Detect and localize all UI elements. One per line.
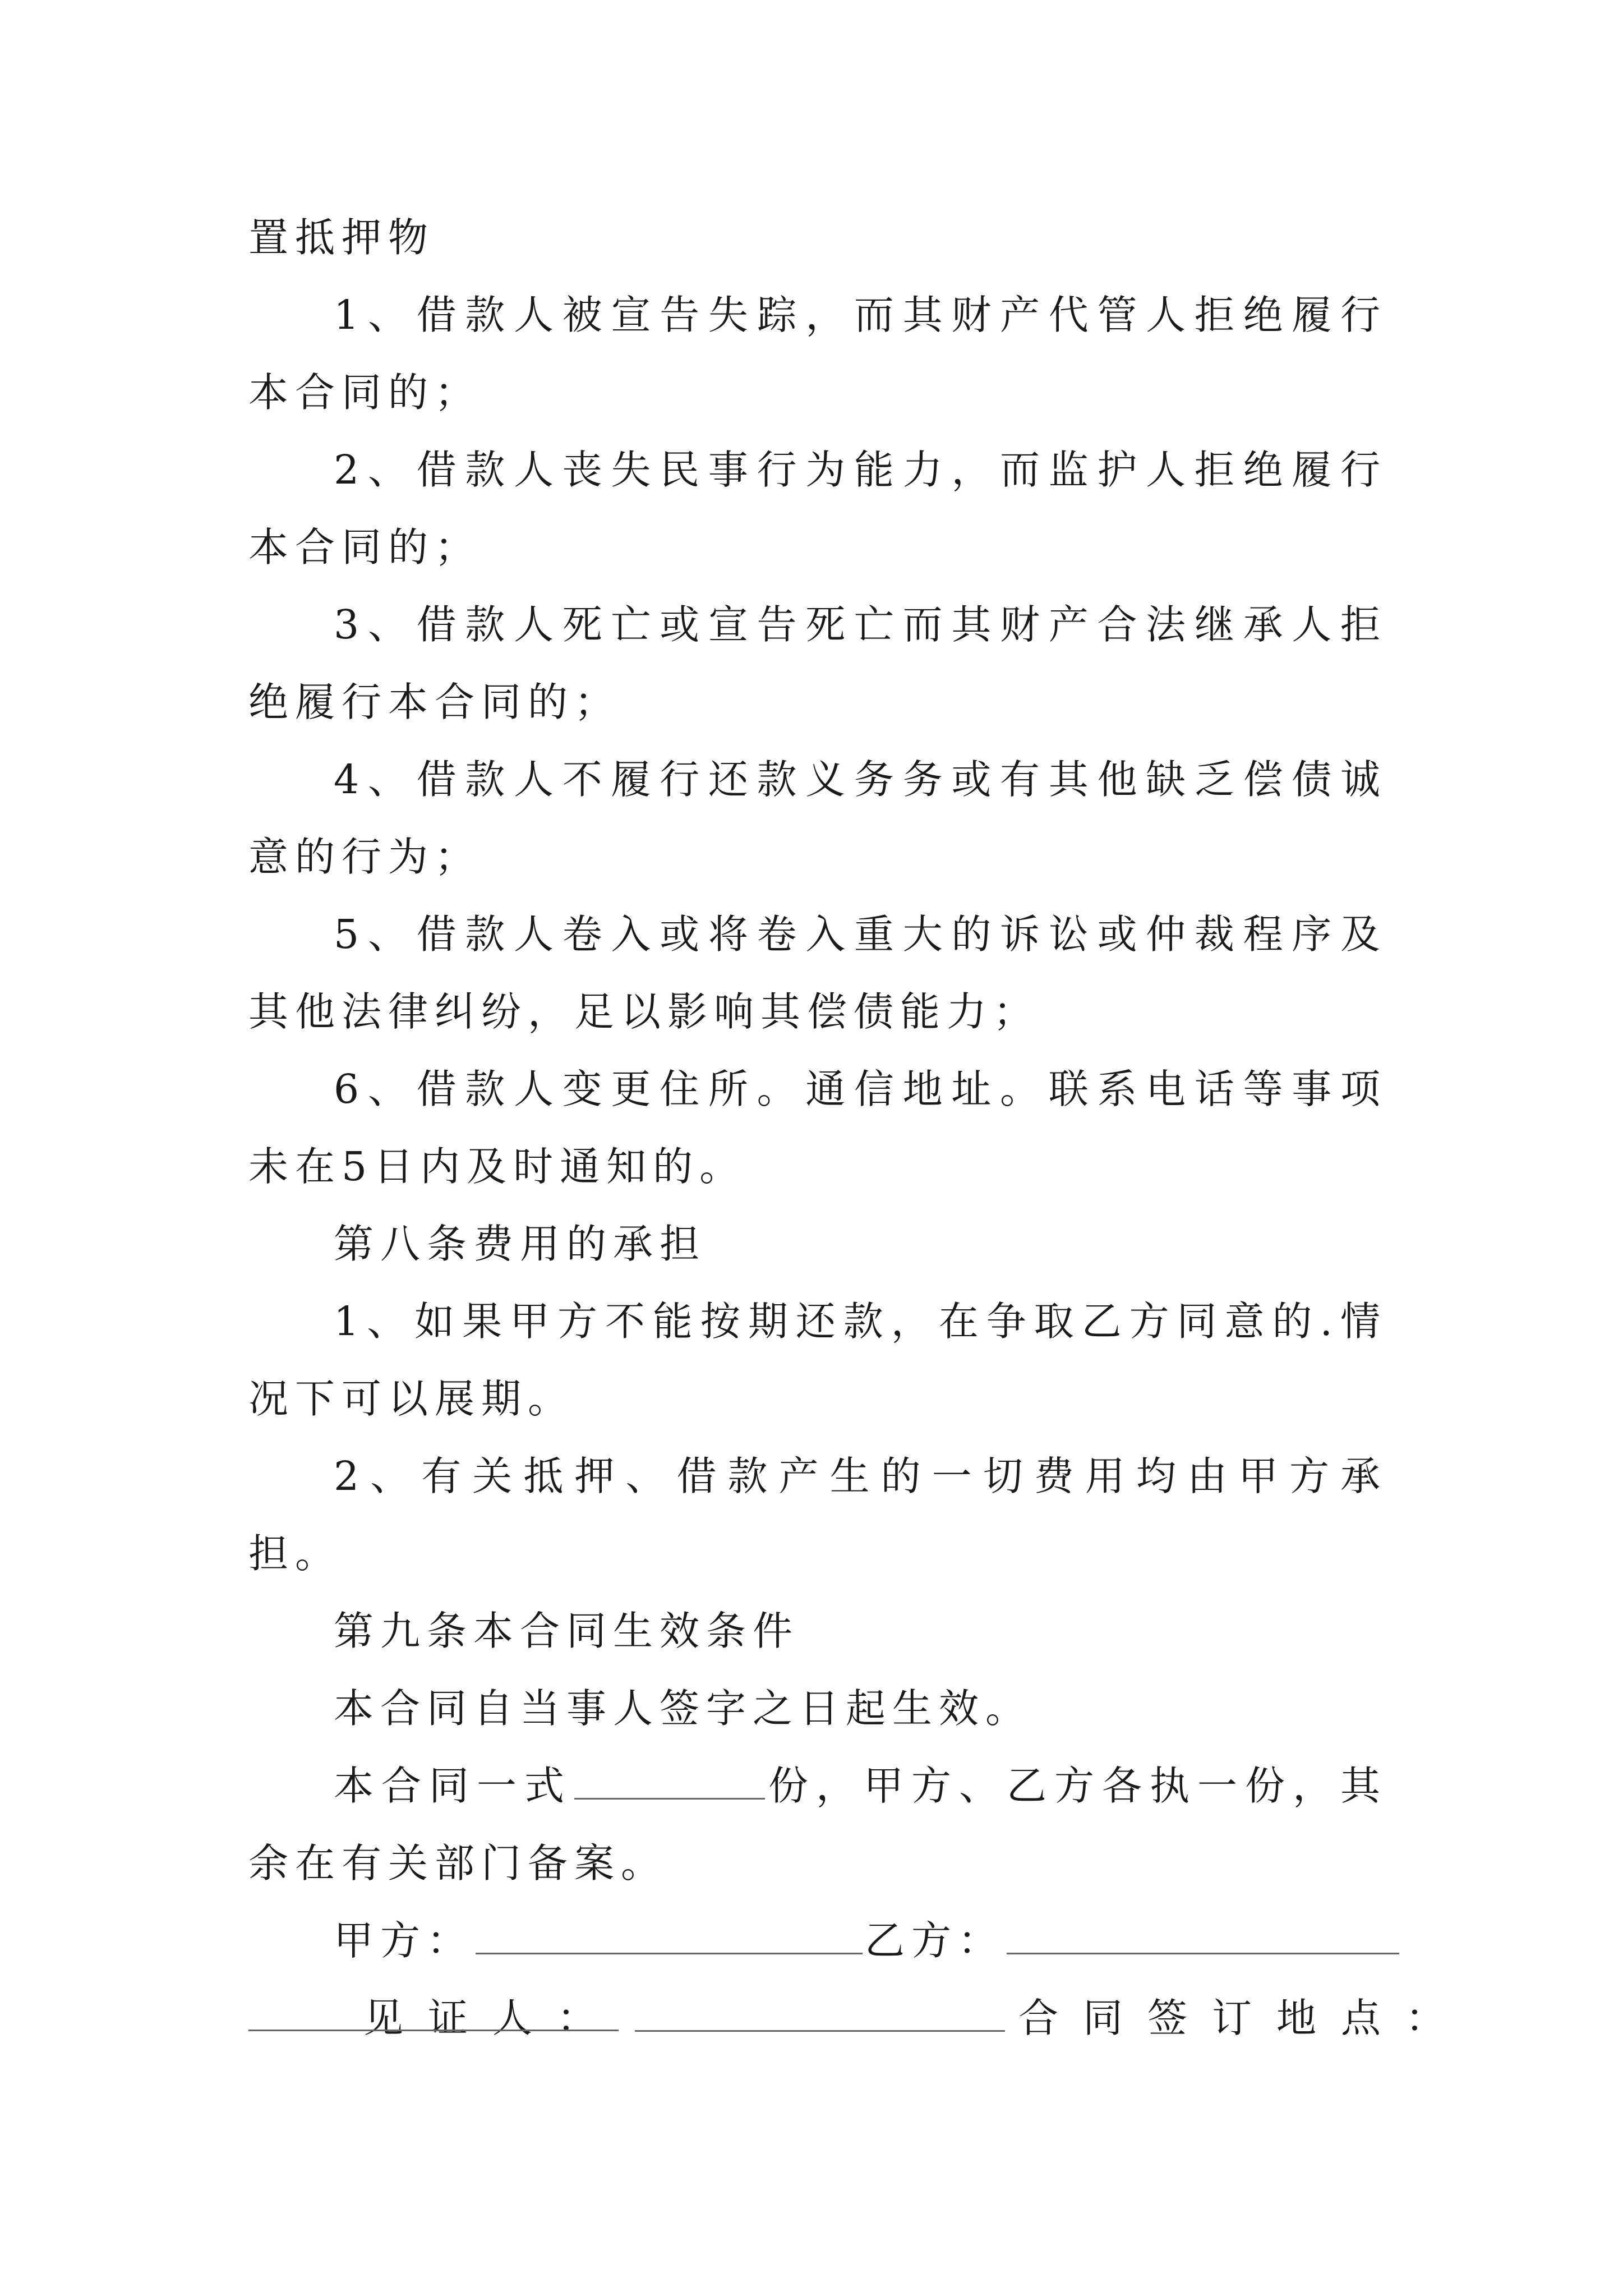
location-blank[interactable] [248,2030,619,2031]
witness-signature-blank[interactable] [635,1993,1005,2032]
copies-suffix: 份，甲方、乙方各执一份，其余在有关部门备案。 [248,1763,1387,1887]
clause-item-2: 2、借款人丧失民事行为能力，而监护人拒绝履行本合同的； [248,447,1387,570]
clause-item-1: 1、借款人被宣告失踪，而其财产代管人拒绝履行本合同的； [248,292,1387,416]
location-label: 合同签订地点： [1018,1995,1470,2041]
document-body [248,199,1470,2057]
copies-count-blank[interactable] [574,1761,765,1800]
article-9-heading: 第九条本合同生效条件 [334,1608,800,1654]
article-8-heading: 第八条费用的承担 [334,1221,707,1267]
clause-item-3: 3、借款人死亡或宣告死亡而其财产合法继承人拒绝履行本合同的； [248,601,1387,725]
article-8-item-2: 2、有关抵押、借款产生的一切费用均由甲方承担。 [248,1453,1387,1577]
clause-item-4: 4、借款人不履行还款义务务或有其他缺乏偿债诚意的行为； [248,756,1387,880]
party-a-signature-blank[interactable] [476,1916,863,1954]
party-b-label: 乙方： [865,1917,1005,1964]
copies-prefix: 本合同一式 [334,1763,572,1809]
clause-item-5: 5、借款人卷入或将卷入重大的诉讼或仲裁程序及其他法律纠纷，足以影响其偿债能力； [248,911,1387,1035]
party-a-label: 甲方： [334,1917,474,1964]
party-b-signature-blank[interactable] [1007,1916,1399,1954]
witness-row [248,1980,1470,2057]
paragraph-continuation: 置抵押物 [248,214,435,261]
party-signature-row [248,1902,1387,1980]
witness-label: 见证人： [363,1995,622,2041]
clause-item-6: 6、借款人变更住所。通信地址。联系电话等事项未在5日内及时通知的。 [248,1066,1387,1190]
article-8-item-1: 1、如果甲方不能按期还款，在争取乙方同意的.情况下可以展期。 [248,1298,1387,1422]
copies-paragraph [248,1747,1387,1902]
article-9-text: 本合同自当事人签字之日起生效。 [334,1685,1032,1732]
